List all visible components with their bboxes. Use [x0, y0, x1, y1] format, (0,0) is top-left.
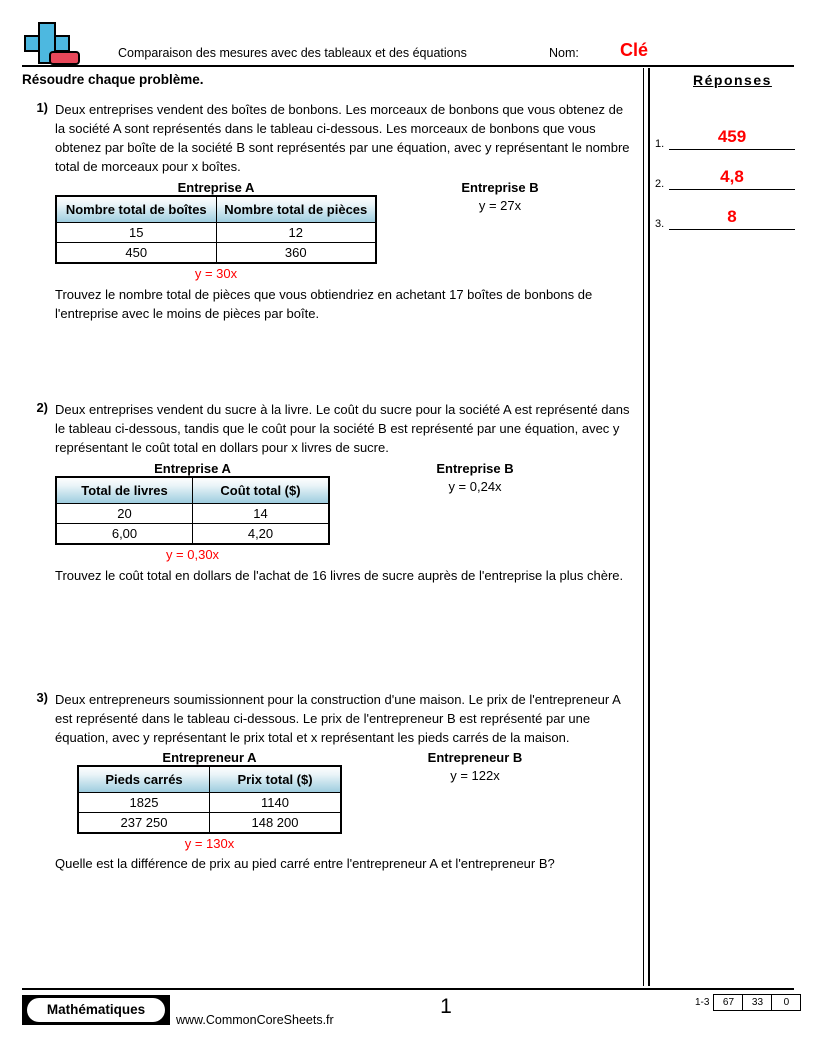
- data-table: [55, 476, 330, 545]
- table-column-header: Nombre total de boîtes: [56, 196, 216, 223]
- table-cell: 6,00: [56, 524, 193, 545]
- problem-3: [22, 690, 634, 873]
- problem-number: 1): [36, 100, 48, 115]
- score-box: 33: [742, 994, 772, 1011]
- score-range: 1-3: [695, 997, 710, 1008]
- table-caption: Entreprise A: [154, 461, 231, 476]
- table-cell: 15: [56, 223, 216, 243]
- answer-row: [655, 110, 800, 150]
- table-equation: y = 0,30x: [165, 547, 220, 562]
- side-block: [385, 750, 565, 783]
- page-number: 1: [440, 995, 452, 1018]
- answer-value: 4,8: [720, 167, 744, 186]
- table-cell: 360: [216, 243, 376, 264]
- logo-minus-bar: [49, 51, 80, 65]
- problem-3-table-block: [55, 750, 634, 851]
- score-strip: [690, 994, 801, 1011]
- score-box: 67: [713, 994, 743, 1011]
- table-cell: 450: [56, 243, 216, 264]
- table-column-header: Pieds carrés: [78, 766, 210, 793]
- table-row: [78, 813, 341, 834]
- problem-1-table-block: [55, 180, 634, 281]
- answer-row: [655, 190, 800, 230]
- table-cell: 1140: [210, 793, 342, 813]
- column-divider-outer: [643, 68, 644, 986]
- answers-heading: Réponses: [693, 72, 772, 88]
- table-header-row: [56, 196, 376, 223]
- table-equation: y = 130x: [184, 836, 235, 851]
- table-row: [56, 223, 376, 243]
- problem-2-table-block: [55, 461, 634, 562]
- table-header-row: [56, 477, 329, 504]
- table-header-row: [78, 766, 341, 793]
- table-column-header: Coût total ($): [193, 477, 330, 504]
- side-equation: y = 122x: [450, 768, 500, 783]
- answer-index: 1.: [655, 138, 665, 150]
- problem-question: Trouvez le coût total en dollars de l'achat de 16 livres de sucre auprès de l'entreprise la plus chère.: [55, 568, 624, 583]
- side-equation: y = 27x: [478, 198, 522, 213]
- table-row: [56, 524, 329, 545]
- table-caption: Entreprise A: [177, 180, 255, 195]
- answer-row: [655, 150, 800, 190]
- problem-number: 2): [36, 400, 48, 415]
- subject-badge: [22, 995, 170, 1025]
- page-header: [0, 0, 816, 70]
- problem-text: Deux entrepreneurs soumissionnent pour la construction d'une maison. Le prix de l'entrepreneur A est représenté dans le tableau ci-dessous. Le prix de l'entrepreneur B est représenté par une équation, avec y représentant le prix total et x représentant les pieds carrés de la maison.: [55, 692, 621, 745]
- side-title: Entreprise B: [436, 461, 514, 476]
- table-cell: 14: [193, 504, 330, 524]
- answer-line[interactable]: [669, 229, 795, 231]
- name-value: Clé: [620, 40, 649, 60]
- worksheet-title: Comparaison des mesures avec des tableaux et des équations: [118, 46, 467, 60]
- footer-divider: [22, 988, 794, 990]
- table-equation: y = 30x: [194, 266, 238, 281]
- problem-text: Deux entreprises vendent des boîtes de bonbons. Les morceaux de bonbons que vous obtenez de la société A sont représentés dans le tableau ci-dessous. Les morceaux de bonbons que vous obtenez par boîte de la société B sont représentés par une équation, avec y représentant le nombre total de morceaux pour x boîtes.: [55, 102, 630, 174]
- table-cell: 237 250: [78, 813, 210, 834]
- table-cell: 4,20: [193, 524, 330, 545]
- problem-2: [22, 400, 634, 585]
- problem-1: [22, 100, 634, 323]
- table-column-header: Prix total ($): [210, 766, 342, 793]
- table-cell: 20: [56, 504, 193, 524]
- table-row: [78, 793, 341, 813]
- table-column-header: Total de livres: [56, 477, 193, 504]
- problem-question: Quelle est la différence de prix au pied carré entre l'entrepreneur A et l'entrepreneur B?: [55, 856, 555, 871]
- problem-question: Trouvez le nombre total de pièces que vous obtiendriez en achetant 17 boîtes de bonbons de l'entreprise avec le moins de pièces par boîte.: [55, 287, 593, 321]
- answer-value: 459: [717, 127, 747, 146]
- side-equation: y = 0,24x: [448, 479, 502, 494]
- header-divider: [22, 65, 794, 67]
- side-block: [410, 180, 590, 213]
- instructions-text: Résoudre chaque problème.: [22, 72, 204, 87]
- problem-number: 3): [36, 690, 48, 705]
- answer-value: 8: [727, 207, 737, 226]
- footer-url: www.CommonCoreSheets.fr: [176, 1013, 334, 1027]
- table-row: [56, 243, 376, 264]
- data-table: [55, 195, 377, 264]
- table-cell: 148 200: [210, 813, 342, 834]
- name-label: Nom:: [549, 46, 579, 60]
- table-row: [56, 504, 329, 524]
- side-title: Entrepreneur B: [427, 750, 523, 765]
- side-title: Entreprise B: [461, 180, 539, 195]
- problem-text: Deux entreprises vendent du sucre à la livre. Le coût du sucre pour la société A est représenté dans le tableau ci-dessous, tandis que le coût pour la société B est représenté par une équation, avec y représentant le coût total en dollars pour x livres de sucre.: [55, 402, 630, 455]
- table-cell: 12: [216, 223, 376, 243]
- plus-minus-logo-icon: [22, 22, 82, 68]
- table-column-header: Nombre total de pièces: [216, 196, 376, 223]
- table-caption: Entrepreneur A: [162, 750, 257, 765]
- data-table: [77, 765, 342, 834]
- answer-index: 2.: [655, 178, 665, 190]
- table-cell: 1825: [78, 793, 210, 813]
- side-block: [385, 461, 565, 494]
- subject-badge-label: Mathématiques: [27, 998, 165, 1022]
- column-divider-inner: [648, 68, 650, 986]
- score-box: 0: [771, 994, 801, 1011]
- answer-index: 3.: [655, 218, 665, 230]
